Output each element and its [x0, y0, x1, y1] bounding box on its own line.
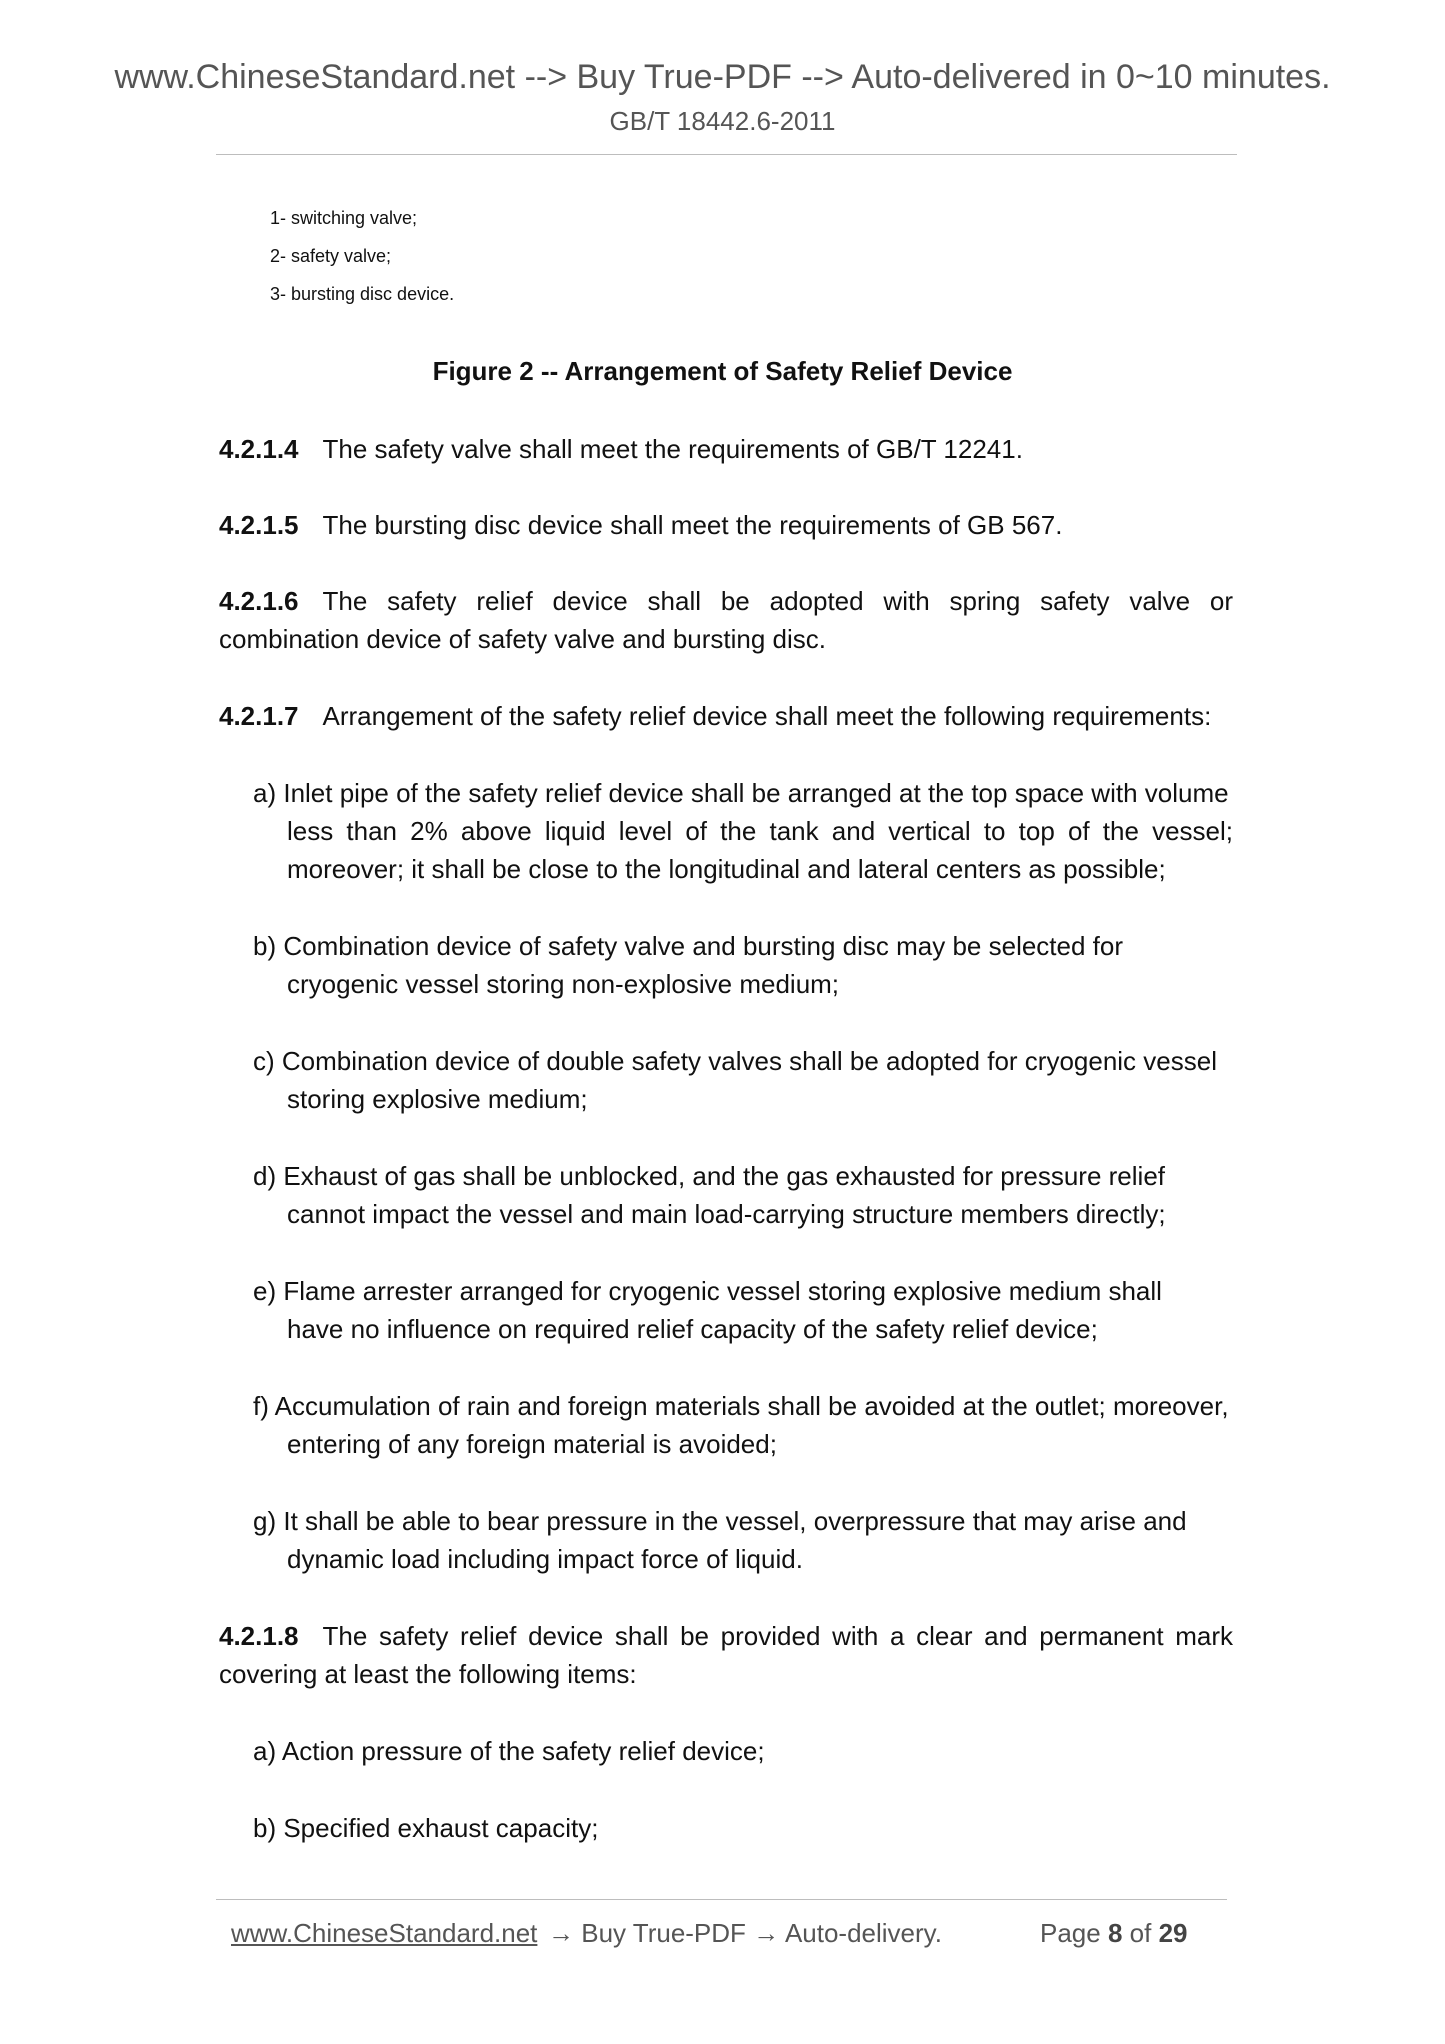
clause-text: The safety relief device shall be adopted with spring safety valve or combination device of safety valve and bursting disc. — [219, 586, 1233, 654]
list-item-continuation: cryogenic vessel storing non-explosive medium; — [287, 969, 840, 999]
legend-item: 1- switching valve; — [270, 208, 418, 228]
clause-text: The safety valve shall meet the requirements of GB/T 12241. — [322, 434, 1023, 464]
clause-number: 4.2.1.4 — [219, 434, 299, 464]
footer-site-link[interactable]: www.ChineseStandard.net — [231, 1918, 538, 1948]
list-item-first-line: a) Inlet pipe of the safety relief device shall be arranged at the top space with volume — [253, 778, 1229, 808]
list-item-first-line: e) Flame arrester arranged for cryogenic vessel storing explosive medium shall — [253, 1276, 1162, 1306]
clause-4-2-1-7 — [219, 697, 1233, 735]
clause-number: 4.2.1.8 — [219, 1621, 299, 1651]
list-item: b) Specified exhaust capacity; — [253, 1813, 599, 1843]
header-banner: www.ChineseStandard.net --> Buy True-PDF --> Auto-delivered in 0~10 minutes. — [114, 58, 1331, 96]
list-item — [253, 1387, 1249, 1463]
list-item-continuation: entering of any foreign material is avoided; — [287, 1429, 777, 1459]
list-item — [253, 1272, 1233, 1348]
list-item-first-line: d) Exhaust of gas shall be unblocked, and the gas exhausted for pressure relief — [253, 1161, 1166, 1191]
list-item-continuation: cannot impact the vessel and main load-carrying structure members directly; — [287, 1199, 1166, 1229]
clause-4-2-1-8 — [219, 1617, 1233, 1693]
footer-divider — [216, 1899, 1227, 1900]
page-indicator — [1040, 1918, 1188, 1949]
list-item — [253, 1502, 1233, 1578]
list-item — [253, 1042, 1233, 1118]
legend-item: 2- safety valve; — [270, 246, 392, 266]
legend-item: 3- bursting disc device. — [270, 284, 455, 304]
clause-text: The safety relief device shall be provided with a clear and permanent mark covering at least the following items: — [219, 1621, 1233, 1689]
footer-delivery-text: → Buy True-PDF → Auto-delivery. — [548, 1918, 942, 1948]
clause-text: Arrangement of the safety relief device shall meet the following requirements: — [322, 701, 1212, 731]
list-item: a) Action pressure of the safety relief device; — [253, 1736, 765, 1766]
page-total: 29 — [1158, 1918, 1188, 1948]
standard-code: GB/T 18442.6-2011 — [609, 106, 836, 136]
clause-number: 4.2.1.7 — [219, 701, 299, 731]
list-item-continuation: storing explosive medium; — [287, 1084, 588, 1114]
clause-4-2-1-6 — [219, 582, 1233, 658]
list-item — [253, 927, 1233, 1003]
list-item-continuation: less than 2% above liquid level of the tank and vertical to top of the vessel; moreover; it shall be close to the longitudinal and lateral centers as possible; — [287, 816, 1233, 884]
clause-number: 4.2.1.6 — [219, 586, 299, 616]
page-label: Page — [1040, 1918, 1101, 1948]
list-item-first-line: f) Accumulation of rain and foreign materials shall be avoided at the outlet; moreover, — [253, 1391, 1229, 1421]
clause-4-2-1-5 — [219, 506, 1233, 544]
page-of-label: of — [1129, 1918, 1152, 1948]
list-item-first-line: b) Combination device of safety valve and bursting disc may be selected for — [253, 931, 1124, 961]
figure-caption: Figure 2 -- Arrangement of Safety Relief Device — [432, 356, 1013, 386]
clause-4-2-1-4 — [219, 430, 1233, 468]
page-number: 8 — [1107, 1918, 1123, 1948]
list-item — [253, 774, 1233, 888]
header-divider — [216, 154, 1237, 155]
clause-text: The bursting disc device shall meet the requirements of GB 567. — [322, 510, 1063, 540]
list-item-first-line: g) It shall be able to bear pressure in the vessel, overpressure that may arise and — [253, 1506, 1187, 1536]
list-item-first-line: c) Combination device of double safety valves shall be adopted for cryogenic vessel — [253, 1046, 1217, 1076]
list-item-continuation: dynamic load including impact force of liquid. — [287, 1544, 803, 1574]
list-item — [253, 1157, 1233, 1233]
clause-number: 4.2.1.5 — [219, 510, 299, 540]
list-item-continuation: have no influence on required relief capacity of the safety relief device; — [287, 1314, 1098, 1344]
